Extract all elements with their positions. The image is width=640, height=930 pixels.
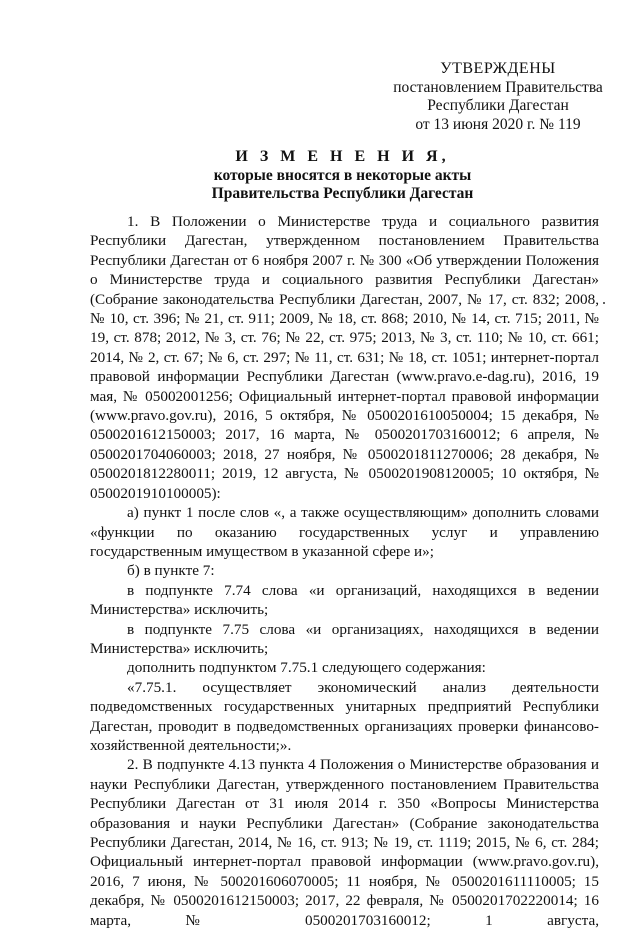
document-heading	[90, 148, 595, 204]
paragraph-subitem-7-74: в подпункте 7.74 слова «и организаций, находящихся в ведении Министерства» исключить;	[90, 581, 599, 619]
paragraph-item-b: б) в пункте 7:	[127, 562, 215, 580]
paragraph-item-a: а) пункт 1 после слов «, а также осуществляющим» дополнить словами «функции по оказанию государственных услуг и управлению государственным имуществом в указанной сфере и»;	[90, 504, 599, 560]
approval-title: УТВЕРЖДЕНЫ	[440, 60, 556, 77]
paragraph-add-subitem: дополнить подпунктом 7.75.1 следующего содержания:	[127, 659, 486, 677]
approval-line-1: постановлением Правительства	[393, 78, 603, 96]
heading-line-1: которые вносятся в некоторые акты	[213, 166, 472, 184]
paragraph-2: 2. В подпункте 4.13 пункта 4 Положения о Министерстве образования и науки Республики Дагестан, утвержденного постановлением Правительства Республики Дагестан от 31 июля 2014 г. 350 «Вопросы Министерства образования и науки Республики Дагестан» (Собрание законодательства Республики Дагестан, 2014, № 16, ст. 913; № 19, ст. 1119; 2015, № 6, ст. 284; Официальный интернет-портал правовой информации (www.pravo.gov.ru), 2016, 7 июня, № 500201606070005; 11 ноября, № 0500201611110005; 15 декабря, № 0500201612150003; 2017, 22 февраля, № 0500201702220014; 16 марта, № 0500201703160012; 1 августа,	[90, 756, 599, 929]
document-body	[90, 212, 599, 930]
approval-line-2: Республики Дагестан	[427, 97, 569, 114]
paragraph-1: 1. В Положении о Министерстве труда и социального развития Республики Дагестан, утвержденном постановлением Правительства Республики Дагестан от 6 ноября 2007 г. № 300 «Об утверждении Положения о Министерстве труда и социального развития Республики Дагестан» (Собрание законодательства Республики Дагестан, 2007, № 17, ст. 832; 2008, № 10, ст. 396; № 21, ст. 911; 2009, № 18, ст. 868; 2010, № 14, ст. 715; 2011, № 19, ст. 878; 2012, № 3, ст. 76; № 22, ст. 975; 2013, № 3, ст. 110; № 10, ст. 661; 2014, № 2, ст. 67; № 6, ст. 297; № 11, ст. 631; № 18, ст. 1051; интернет-портал правовой информации Республики Дагестан (www.pravo.e-dag.ru), 2016, 19 мая, № 05002001256; Официальный интернет-портал правовой информации (www.pravo.gov.ru), 2016, 5 октября, № 0500201610050004; 15 декабря, № 0500201612150003; 2017, 16 марта, № 0500201703160012; 6 апреля, № 0500201704060003; 2018, 27 ноября, № 0500201811270006; 28 декабря, № 0500201812280011; 2019, 12 августа, № 0500201908120005; 10 октября, № 0500201910100005):	[90, 213, 599, 502]
scan-speck	[603, 302, 605, 304]
approval-line-3: от 13 июня 2020 г. № 119	[415, 115, 581, 133]
approval-stamp	[368, 60, 628, 134]
paragraph-subitem-7-75: в подпункте 7.75 слова «и организациях, находящихся в ведении Министерства» исключить;	[90, 620, 599, 657]
heading-line-2: Правительства Республики Дагестан	[211, 185, 474, 202]
heading-title: И З М Е Н Е Н И Я,	[235, 148, 450, 165]
paragraph-quote-7-75-1: «7.75.1. осуществляет экономический анализ деятельности подведомственных государственных унитарных предприятий Республики Дагестан, проводит в подведомственных организациях проверки финансово-хозяйственной деятельности;».	[90, 678, 599, 754]
